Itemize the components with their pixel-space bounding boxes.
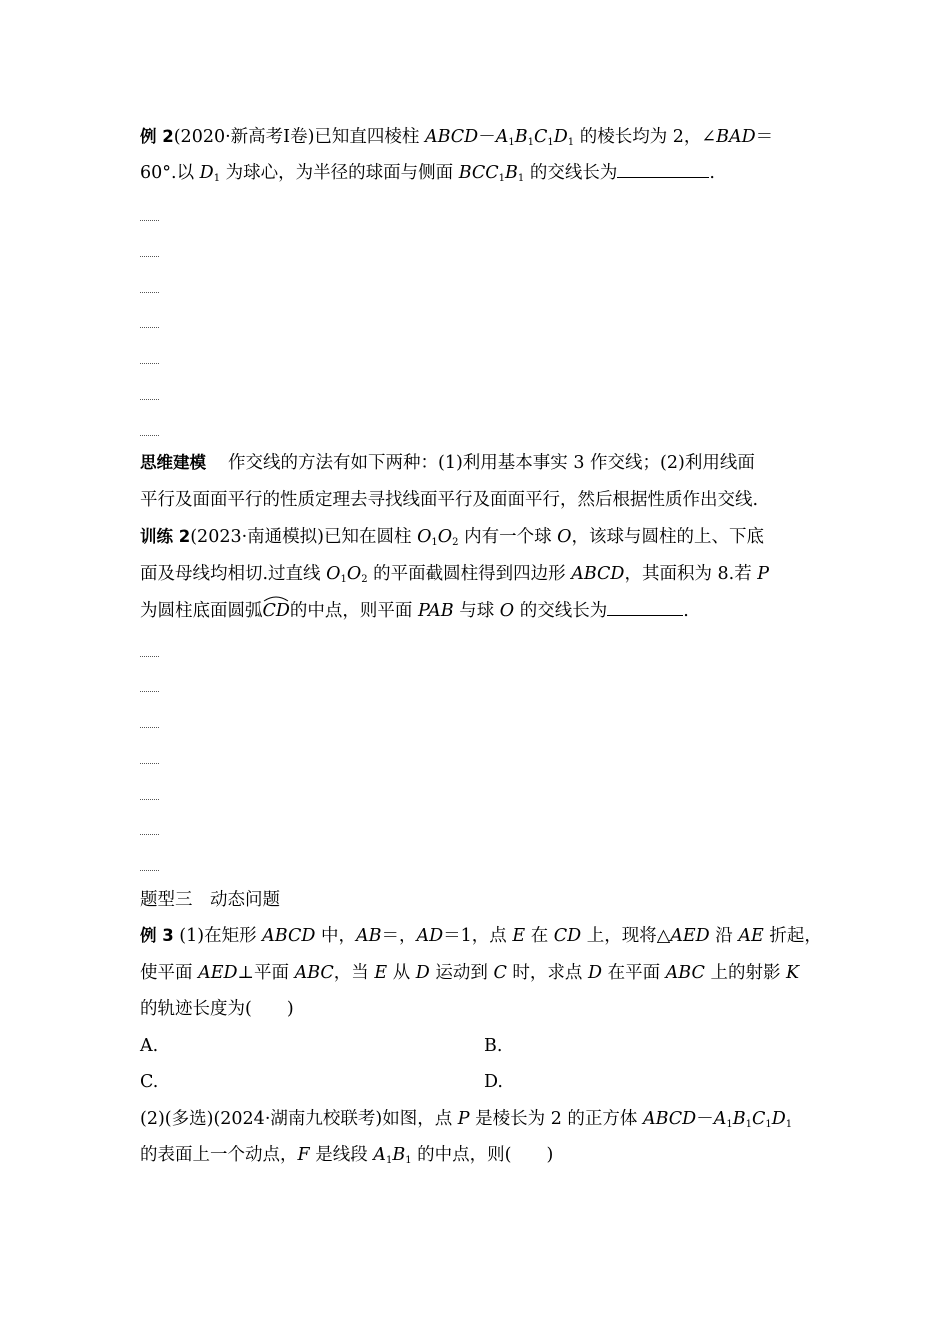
dotted-marker: [140, 799, 159, 800]
example2-source: (2020·新高考Ⅰ卷): [173, 127, 315, 147]
angle-name: BAD: [716, 127, 756, 147]
model-line2: 平行及面面平行的性质定理去寻找线面平行及面面平行，然后根据性质作出交线.: [140, 490, 759, 510]
training2-line3: 为圆柱底面圆弧 CD的中点，则平面 PAB 与球 O 的交线长为 .: [140, 600, 812, 622]
option-b[interactable]: B.: [484, 1036, 503, 1056]
answer-blank[interactable]: [607, 600, 683, 616]
dotted-marker: [140, 327, 159, 328]
part2-line2: 的表面上一个动点，F 是线段 $A_1B_1$ 的中点，则( ): [140, 1145, 554, 1166]
dotted-marker: [140, 363, 159, 364]
dotted-marker: [140, 435, 159, 436]
option-d[interactable]: D.: [484, 1072, 503, 1092]
section-heading: 题型三 动态问题: [140, 890, 280, 910]
dotted-marker: [140, 834, 159, 835]
multi-choice-tag: (多选): [164, 1109, 214, 1129]
example3-line1: 例 3 (1)在矩形 ABCD 中，AB＝，AD＝1，点 E 在 CD 上，现将△AED 沿 AE 折起，: [140, 926, 822, 946]
dotted-marker: [140, 220, 159, 221]
example3-label: 例 3: [140, 926, 174, 945]
example2-label: 例 2: [140, 127, 174, 146]
part2-line1: (2)(多选)(2024·湖南九校联考)如图，点 P 是棱长为 2 的正方体 $ABCD-A_1B_1C_1D_1$: [140, 1109, 793, 1130]
dotted-marker: [140, 691, 159, 692]
option-a[interactable]: A.: [140, 1036, 159, 1056]
answer-blank[interactable]: [617, 162, 709, 178]
training2-line1: 训练 2(2023·南通模拟)已知在圆柱 $O_1O_2$ 内有一个球 O，该球与圆柱的上、下底: [140, 527, 765, 548]
dotted-marker: [140, 763, 159, 764]
training2-label: 训练 2: [140, 527, 191, 546]
dotted-marker: [140, 292, 159, 293]
example3-line2: 使平面 AED⊥平面 ABC，当 E 从 D 运动到 C 时，求点 D 在平面 ABC 上的射影 K: [140, 963, 800, 983]
dotted-marker: [140, 727, 159, 728]
model-line1: 思维建模 作交线的方法有如下两种：(1)利用基本事实 3 作交线；(2)利用线面: [140, 453, 755, 473]
example2-line1: 例 2(2020·新高考Ⅰ卷)已知直四棱柱 $ABCD-A_1B_1C_1D_1$ 的棱长均为 2，∠BAD＝: [140, 127, 774, 148]
training2-line2: 面及母线均相切.过直线 $O_1O_2$ 的平面截圆柱得到四边形 ABCD，其面积为 8.若 P: [140, 564, 770, 585]
example3-line3: 的轨迹长度为( ): [140, 999, 294, 1019]
option-c[interactable]: C.: [140, 1072, 159, 1092]
dotted-marker: [140, 399, 159, 400]
example2-line2: 60°.以 $D_1$ 为球心，为半径的球面与侧面 $BCC_1B_1$ 的交线长为 .: [140, 163, 715, 184]
solid-name: ABCD: [424, 127, 479, 147]
dotted-marker: [140, 656, 159, 657]
arc-label: CD: [263, 600, 290, 622]
model-label: 思维建模: [140, 453, 206, 472]
dotted-marker: [140, 870, 159, 871]
arc-symbol-icon: [263, 594, 289, 602]
dotted-marker: [140, 256, 159, 257]
